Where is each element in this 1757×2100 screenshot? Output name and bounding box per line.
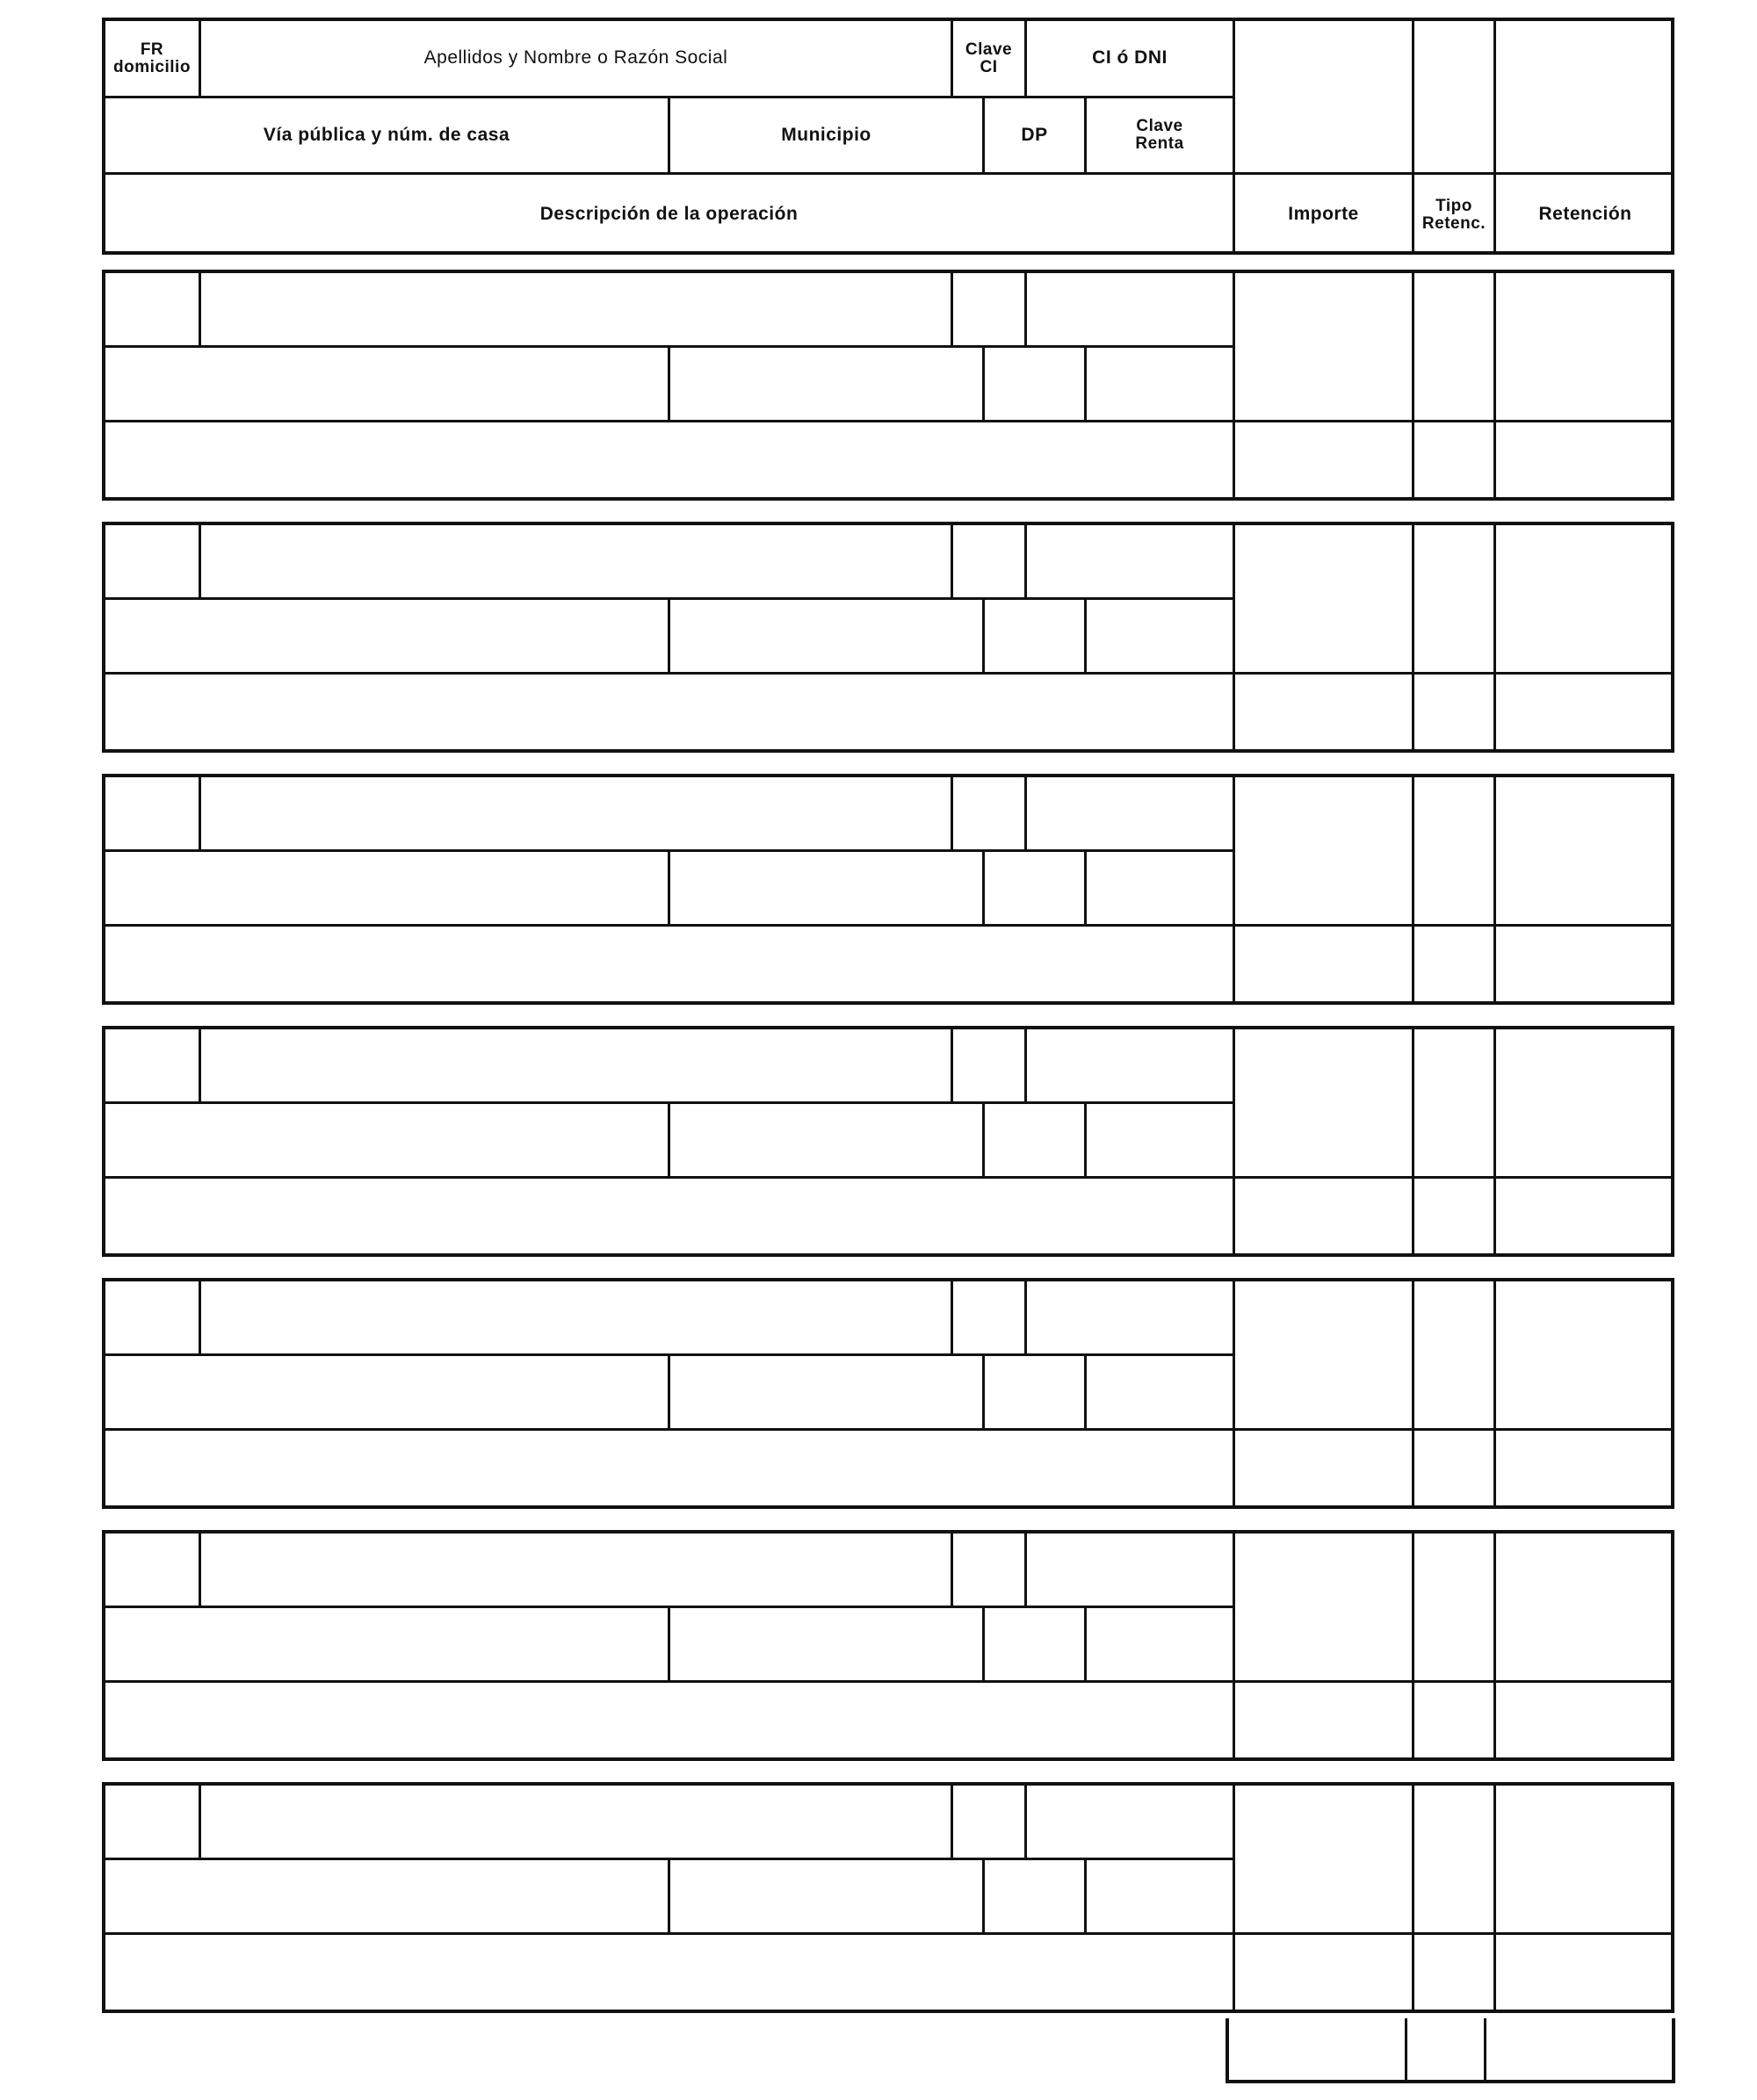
- via-publica-field[interactable]: [105, 600, 668, 672]
- retencion-field[interactable]: [1496, 273, 1674, 420]
- clave-renta-field[interactable]: [1087, 348, 1233, 420]
- fr-domicilio-field[interactable]: [105, 525, 199, 597]
- header-municipio: Municipio: [781, 124, 871, 145]
- apellidos-nombre-field[interactable]: [201, 1786, 951, 1858]
- header-retencion: Retención: [1538, 204, 1632, 225]
- header-via-publica: Vía pública y núm. de casa: [263, 124, 510, 145]
- clave-ci-field[interactable]: [953, 1786, 1024, 1858]
- apellidos-nombre-field[interactable]: [201, 273, 951, 345]
- importe-field[interactable]: [1235, 1281, 1412, 1428]
- fr-domicilio-field[interactable]: [105, 1534, 199, 1606]
- dp-field[interactable]: [985, 1608, 1084, 1680]
- via-publica-field[interactable]: [105, 348, 668, 420]
- apellidos-nombre-field[interactable]: [201, 777, 951, 849]
- record-block: [102, 270, 1674, 501]
- record-right-row-divider: [1235, 672, 1674, 675]
- fr-domicilio-field[interactable]: [105, 1029, 199, 1101]
- ci-dni-field[interactable]: [1027, 777, 1233, 849]
- apellidos-nombre-field[interactable]: [201, 1534, 951, 1606]
- clave-ci-field[interactable]: [953, 1029, 1024, 1101]
- tipo-retenc-field[interactable]: [1414, 273, 1493, 420]
- via-publica-field[interactable]: [105, 1860, 668, 1932]
- header-clave-ci: Clave CI: [965, 40, 1013, 76]
- record-block: [102, 1278, 1674, 1509]
- clave-renta-field[interactable]: [1087, 852, 1233, 924]
- descripcion-operacion-field[interactable]: [105, 422, 1233, 497]
- importe-field[interactable]: [1235, 273, 1412, 420]
- municipio-field[interactable]: [670, 852, 982, 924]
- clave-renta-field[interactable]: [1087, 1860, 1233, 1932]
- dp-field[interactable]: [985, 600, 1084, 672]
- clave-ci-field[interactable]: [953, 273, 1024, 345]
- descripcion-operacion-field[interactable]: [105, 1431, 1233, 1505]
- clave-ci-field[interactable]: [953, 1534, 1024, 1606]
- dp-field[interactable]: [985, 1104, 1084, 1176]
- ci-dni-field[interactable]: [1027, 1534, 1233, 1606]
- fr-domicilio-field[interactable]: [105, 777, 199, 849]
- retencion-field[interactable]: [1496, 777, 1674, 924]
- descripcion-operacion-field[interactable]: [105, 927, 1233, 1001]
- record-block: [102, 522, 1674, 753]
- tipo-retenc-field[interactable]: [1414, 1029, 1493, 1176]
- record-right-row-divider: [1235, 1680, 1674, 1683]
- retencion-field[interactable]: [1496, 1029, 1674, 1176]
- tipo-retenc-field[interactable]: [1414, 525, 1493, 672]
- clave-renta-field[interactable]: [1087, 1104, 1233, 1176]
- importe-field[interactable]: [1235, 1534, 1412, 1680]
- importe-field[interactable]: [1235, 777, 1412, 924]
- descripcion-operacion-field[interactable]: [105, 1935, 1233, 2010]
- record-right-row-divider: [1235, 1176, 1674, 1179]
- clave-ci-field[interactable]: [953, 525, 1024, 597]
- tail-divider-retencion: [1484, 2018, 1486, 2080]
- descripcion-operacion-field[interactable]: [105, 1179, 1233, 1253]
- fr-domicilio-field[interactable]: [105, 1786, 199, 1858]
- ci-dni-field[interactable]: [1027, 525, 1233, 597]
- tipo-retenc-field[interactable]: [1414, 1786, 1493, 1932]
- fr-domicilio-field[interactable]: [105, 273, 199, 345]
- record-block: [102, 1782, 1674, 2013]
- retencion-field[interactable]: [1496, 1281, 1674, 1428]
- form-header: [102, 18, 1674, 255]
- tipo-retenc-field[interactable]: [1414, 1281, 1493, 1428]
- importe-field[interactable]: [1235, 1029, 1412, 1176]
- importe-field[interactable]: [1235, 525, 1412, 672]
- header-apellidos-nombre: Apellidos y Nombre o Razón Social: [423, 47, 728, 69]
- clave-ci-field[interactable]: [953, 777, 1024, 849]
- header-tipo-retenc: Tipo Retenc.: [1421, 196, 1486, 233]
- tipo-retenc-field[interactable]: [1414, 1534, 1493, 1680]
- clave-renta-field[interactable]: [1087, 600, 1233, 672]
- via-publica-field[interactable]: [105, 852, 668, 924]
- ci-dni-field[interactable]: [1027, 1786, 1233, 1858]
- dp-field[interactable]: [985, 348, 1084, 420]
- municipio-field[interactable]: [670, 600, 982, 672]
- municipio-field[interactable]: [670, 1104, 982, 1176]
- descripcion-operacion-field[interactable]: [105, 675, 1233, 749]
- municipio-field[interactable]: [670, 348, 982, 420]
- clave-renta-field[interactable]: [1087, 1608, 1233, 1680]
- municipio-field[interactable]: [670, 1860, 982, 1932]
- record-block: [102, 1530, 1674, 1761]
- via-publica-field[interactable]: [105, 1356, 668, 1428]
- tail-divider-tipo: [1405, 2018, 1407, 2080]
- apellidos-nombre-field[interactable]: [201, 1281, 951, 1353]
- header-dp: DP: [1021, 124, 1048, 145]
- clave-renta-field[interactable]: [1087, 1356, 1233, 1428]
- header-clave-renta: Clave Renta: [1135, 117, 1184, 153]
- retencion-field[interactable]: [1496, 525, 1674, 672]
- apellidos-nombre-field[interactable]: [201, 525, 951, 597]
- record-block: [102, 1026, 1674, 1257]
- dp-field[interactable]: [985, 1860, 1084, 1932]
- apellidos-nombre-field[interactable]: [201, 1029, 951, 1101]
- header-importe: Importe: [1288, 204, 1359, 225]
- record-right-row-divider: [1235, 1428, 1674, 1431]
- record-block: [102, 774, 1674, 1005]
- header-descripcion-operacion: Descripción de la operación: [539, 204, 799, 225]
- record-right-row-divider: [1235, 420, 1674, 422]
- fr-domicilio-field[interactable]: [105, 1281, 199, 1353]
- ci-dni-field[interactable]: [1027, 273, 1233, 345]
- record-right-row-divider: [1235, 924, 1674, 927]
- importe-field[interactable]: [1235, 1786, 1412, 1932]
- ci-dni-field[interactable]: [1027, 1029, 1233, 1101]
- importe-total-box[interactable]: [1226, 2018, 1675, 2083]
- header-ci-dni: CI ó DNI: [1092, 47, 1168, 69]
- header-fr-domicilio: FR domicilio: [113, 40, 191, 76]
- record-right-row-divider: [1235, 1932, 1674, 1935]
- dp-field[interactable]: [985, 1356, 1084, 1428]
- via-publica-field[interactable]: [105, 1104, 668, 1176]
- municipio-field[interactable]: [670, 1608, 982, 1680]
- tipo-retenc-field[interactable]: [1414, 777, 1493, 924]
- dp-field[interactable]: [985, 852, 1084, 924]
- via-publica-field[interactable]: [105, 1608, 668, 1680]
- municipio-field[interactable]: [670, 1356, 982, 1428]
- clave-ci-field[interactable]: [953, 1281, 1024, 1353]
- retencion-field[interactable]: [1496, 1786, 1674, 1932]
- retencion-field[interactable]: [1496, 1534, 1674, 1680]
- ci-dni-field[interactable]: [1027, 1281, 1233, 1353]
- descripcion-operacion-field[interactable]: [105, 1683, 1233, 1757]
